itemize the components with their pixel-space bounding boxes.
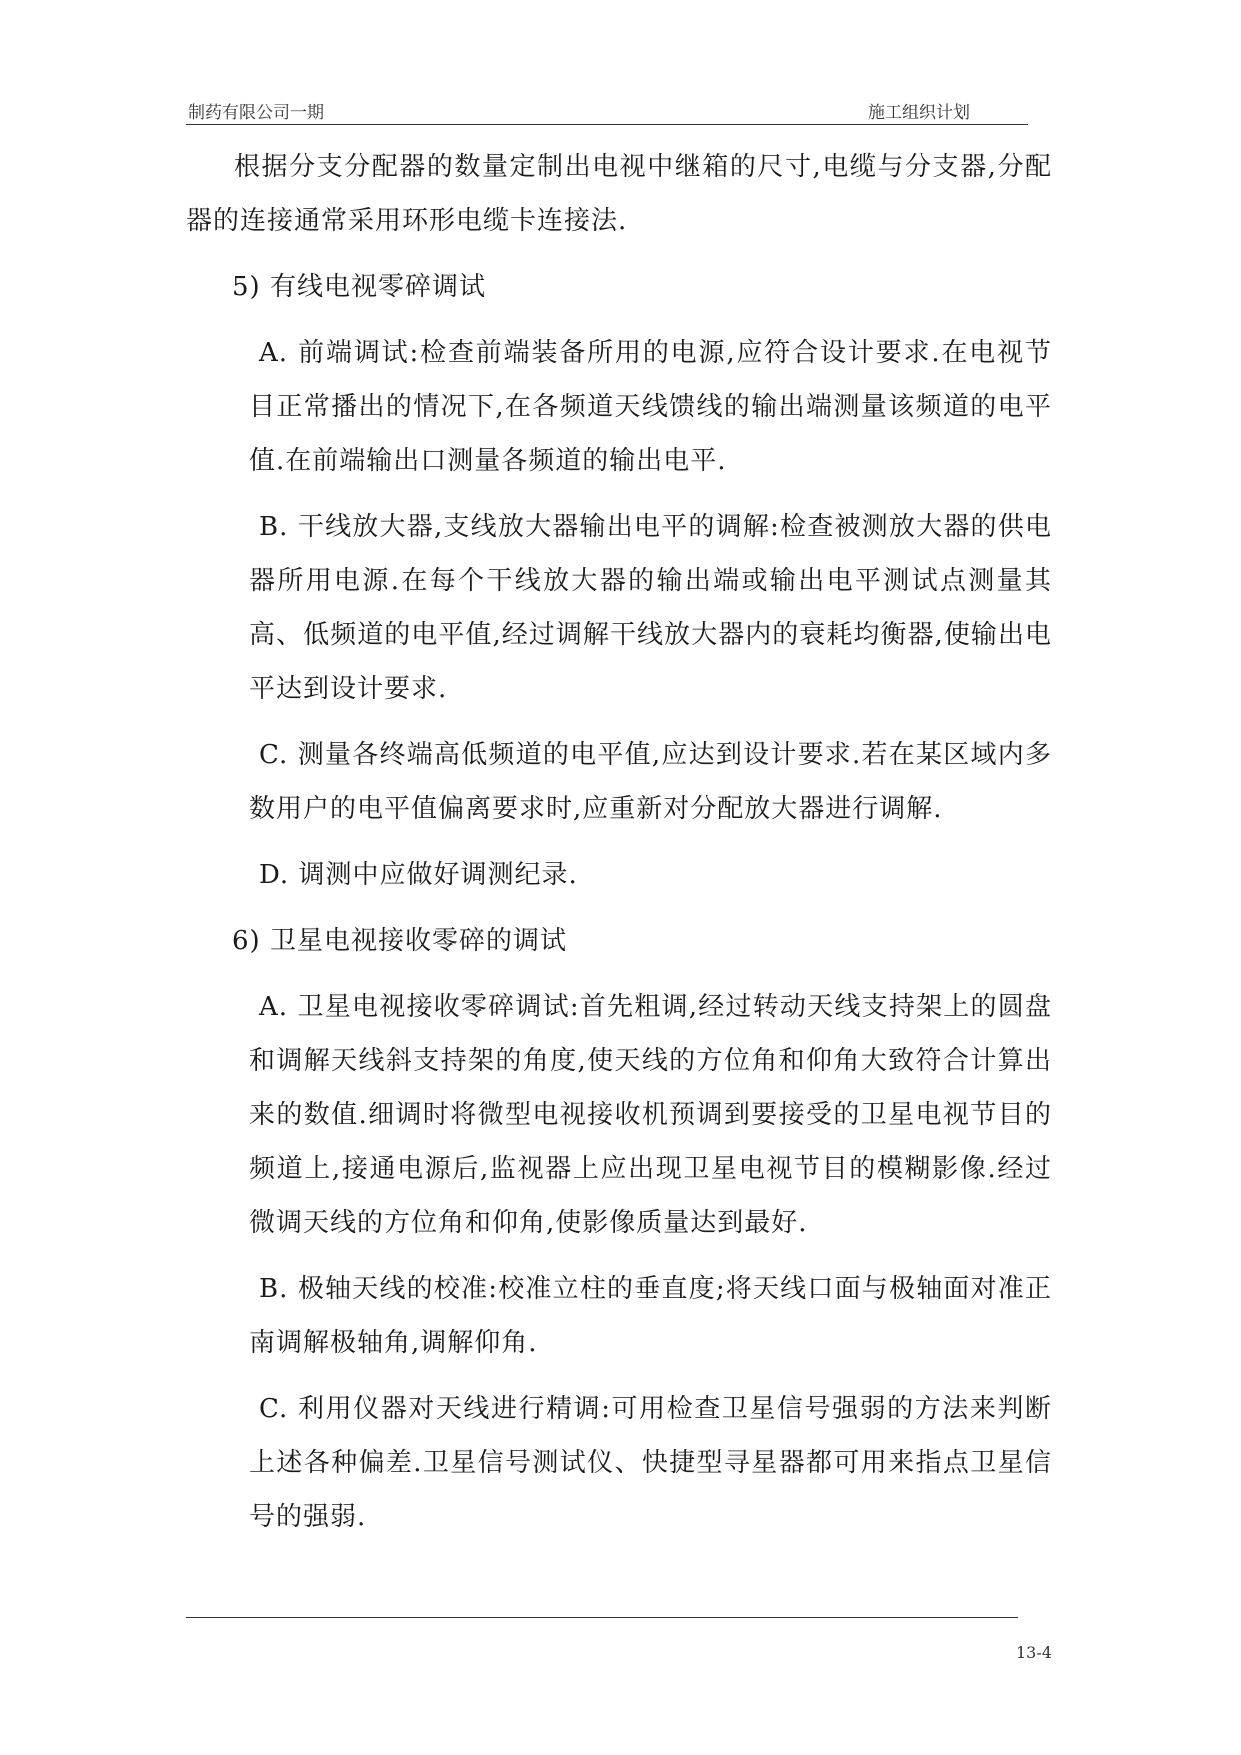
- item-6b: B. 极轴天线的校准:校准立柱的垂直度;将天线口面与极轴面对准正南调解极轴角,调解仰角.: [249, 1274, 1052, 1358]
- page-body: [186, 140, 1052, 1544]
- footer-divider: [186, 1617, 1018, 1618]
- section-heading-6: 6) 卫星电视接收零碎的调试: [232, 926, 567, 956]
- item-5b: B. 干线放大器,支线放大器输出电平的调解:检查被测放大器的供电器所用电源.在每个干线放大器的输出端或输出电平测试点测量其高、低频道的电平值,经过调解干线放大器内的衰耗均衡器,使输出电平达到设计要求.: [249, 512, 1052, 704]
- header-document-title: 施工组织计划: [868, 103, 970, 123]
- item-5d: D. 调测中应做好调测纪录.: [259, 860, 578, 890]
- item-6c: C. 利用仪器对天线进行精调:可用检查卫星信号强弱的方法来判断上述各种偏差.卫星信号测试仪、快捷型寻星器都可用来指点卫星信号的强弱.: [249, 1394, 1052, 1532]
- page-number: 13-4: [1016, 1643, 1052, 1662]
- page-header: [186, 96, 1028, 125]
- item-6a: A. 卫星电视接收零碎调试:首先粗调,经过转动天线支持架上的圆盘和调解天线斜支持架的角度,使天线的方位角和仰角大致符合计算出来的数值.细调时将微型电视接收机预调到要接受的卫星电视节目的频道上,接通电源后,监视器上应出现卫星电视节目的模糊影像.经过微调天线的方位角和仰角,使影像质量达到最好.: [249, 992, 1052, 1238]
- header-company: 制药有限公司一期: [188, 103, 324, 123]
- section-heading-5: 5) 有线电视零碎调试: [232, 272, 486, 302]
- item-5c: C. 测量各终端高低频道的电平值,应达到设计要求.若在某区域内多数用户的电平值偏离要求时,应重新对分配放大器进行调解.: [249, 740, 1052, 824]
- paragraph-intro: 根据分支分配器的数量定制出电视中继箱的尺寸,电缆与分支器,分配器的连接通常采用环形电缆卡连接法.: [186, 152, 1052, 236]
- item-5a: A. 前端调试:检查前端装备所用的电源,应符合设计要求.在电视节目正常播出的情况下,在各频道天线馈线的输出端测量该频道的电平值.在前端输出口测量各频道的输出电平.: [249, 338, 1052, 476]
